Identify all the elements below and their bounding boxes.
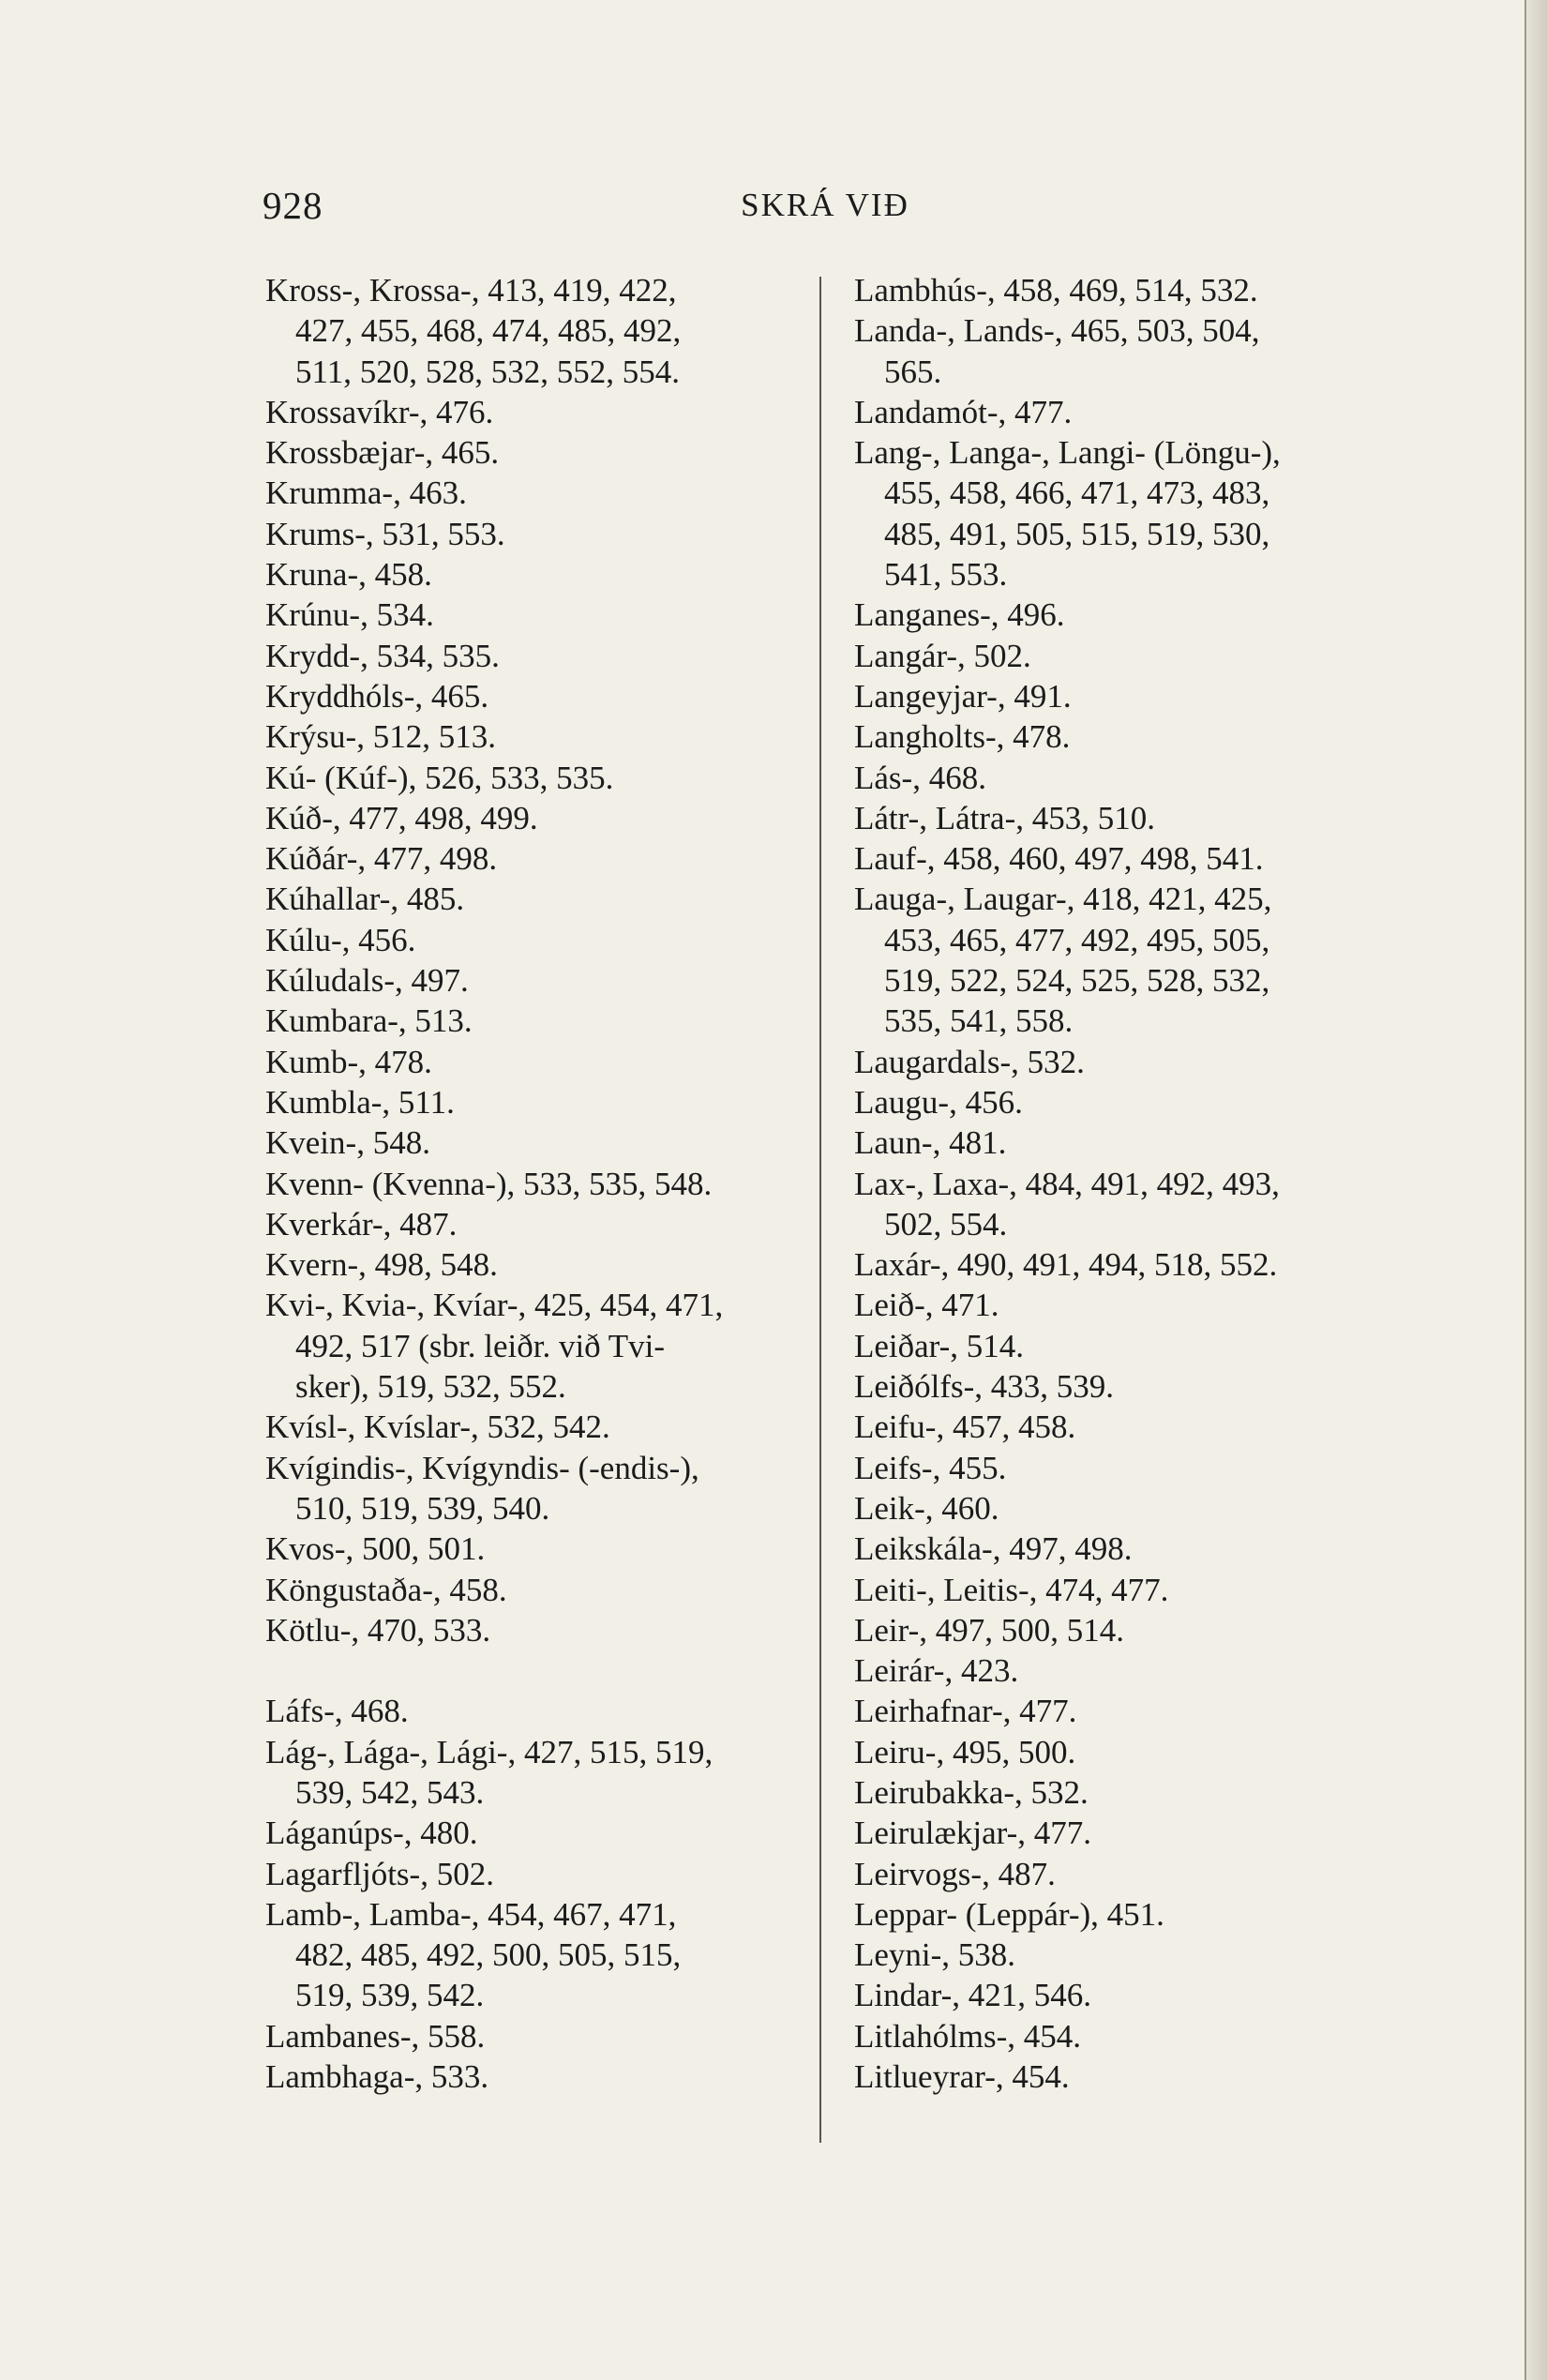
index-entry: Landa-, Lands-, 465, 503, 504, xyxy=(854,312,1260,350)
index-entry: Lambhaga-, 533. xyxy=(265,2058,489,2096)
index-entry: Kúludals-, 497. xyxy=(265,962,469,1000)
index-entry: Lauga-, Laugar-, 418, 421, 425, xyxy=(854,881,1272,918)
index-entry: Leirár-, 423. xyxy=(854,1652,1019,1690)
index-entry: Látr-, Látra-, 453, 510. xyxy=(854,799,1155,836)
index-entry-continuation: 502, 554. xyxy=(884,1205,1008,1243)
index-entry: Kverkár-, 487. xyxy=(265,1205,458,1243)
index-entry: Leið-, 471. xyxy=(854,1287,999,1324)
index-entry: Kvein-, 548. xyxy=(265,1124,430,1162)
index-entry: Leik-, 460. xyxy=(854,1489,999,1527)
index-entry: Lauf-, 458, 460, 497, 498, 541. xyxy=(854,840,1264,878)
index-entry: Krossavíkr-, 476. xyxy=(265,393,494,430)
index-entry: Lamb-, Lamba-, 454, 467, 471, xyxy=(265,1895,677,1933)
index-entry: Leiti-, Leitis-, 474, 477. xyxy=(854,1571,1169,1608)
index-entry: Köngustaða-, 458. xyxy=(265,1571,507,1608)
section-gap xyxy=(265,1650,809,1691)
index-entry-continuation: 535, 541, 558. xyxy=(884,1002,1074,1040)
index-entry: Leirubakka-, 532. xyxy=(854,1773,1089,1811)
index-entry: Kúðár-, 477, 498. xyxy=(265,840,498,878)
index-entry: Kvenn- (Kvenna-), 533, 535, 548. xyxy=(265,1165,713,1202)
index-entry: Langholts-, 478. xyxy=(854,718,1071,756)
index-entry: Kumbara-, 513. xyxy=(265,1002,473,1040)
index-entry-continuation: 519, 522, 524, 525, 528, 532, xyxy=(884,962,1270,1000)
index-entry: Laun-, 481. xyxy=(854,1124,1007,1162)
index-entry: Kúð-, 477, 498, 499. xyxy=(265,799,538,836)
index-entry: Kvígindis-, Kvígyndis- (-endis-), xyxy=(265,1449,699,1486)
index-entry: Leikskála-, 497, 498. xyxy=(854,1530,1133,1568)
index-entry: Langár-, 502. xyxy=(854,637,1031,674)
index-entry: Krumma-, 463. xyxy=(265,474,467,512)
index-entry: Kumbla-, 511. xyxy=(265,1083,455,1121)
index-entry: Leiru-, 495, 500. xyxy=(854,1733,1076,1770)
index-entry: Leifs-, 455. xyxy=(854,1449,1007,1486)
index-entry-continuation: 453, 465, 477, 492, 495, 505, xyxy=(884,921,1270,958)
page-edge xyxy=(1524,0,1547,2380)
index-entry-continuation: 565. xyxy=(884,353,942,390)
index-entry-continuation: 427, 455, 468, 474, 485, 492, xyxy=(295,312,682,350)
index-entry: Litlueyrar-, 454. xyxy=(854,2058,1070,2096)
index-entry: Laugu-, 456. xyxy=(854,1083,1023,1121)
index-entry: Leirulækjar-, 477. xyxy=(854,1815,1091,1852)
index-entry: Lás-, 468. xyxy=(854,759,986,796)
index-entry: Kvi-, Kvia-, Kvíar-, 425, 454, 471, xyxy=(265,1287,724,1324)
index-entry: Leppar- (Leppár-), 451. xyxy=(854,1895,1164,1933)
index-entry: Leir-, 497, 500, 514. xyxy=(854,1611,1124,1649)
index-entry: Kvern-, 498, 548. xyxy=(265,1246,498,1284)
index-entry: Laxár-, 490, 491, 494, 518, 552. xyxy=(854,1246,1278,1284)
index-entry: Kú- (Kúf-), 526, 533, 535. xyxy=(265,759,614,796)
index-entry: Laugardals-, 532. xyxy=(854,1043,1085,1080)
index-entry: Láganúps-, 480. xyxy=(265,1815,478,1852)
index-entry: Lax-, Laxa-, 484, 491, 492, 493, xyxy=(854,1165,1280,1202)
index-entry: Litlahólms-, 454. xyxy=(854,2017,1082,2055)
index-entry: Kross-, Krossa-, 413, 419, 422, xyxy=(265,272,677,309)
index-entry: Lang-, Langa-, Langi- (Löngu-), xyxy=(854,434,1281,472)
index-entry: Krýsu-, 512, 513. xyxy=(265,718,496,756)
page-number: 928 xyxy=(263,184,323,227)
index-entry-continuation: sker), 519, 532, 552. xyxy=(295,1368,566,1406)
index-entry: Kvísl-, Kvíslar-, 532, 542. xyxy=(265,1408,610,1446)
index-entry-continuation: 511, 520, 528, 532, 552, 554. xyxy=(295,353,680,390)
index-entry-continuation: 492, 517 (sbr. leiðr. við Tvi- xyxy=(295,1327,666,1364)
index-entry: Langeyjar-, 491. xyxy=(854,677,1072,715)
index-column-right xyxy=(854,270,1398,2097)
index-entry: Kúhallar-, 485. xyxy=(265,881,465,918)
index-entry: Láfs-, 468. xyxy=(265,1693,409,1730)
index-entry: Kvos-, 500, 501. xyxy=(265,1530,486,1568)
running-head: SKRÁ VIÐ xyxy=(741,187,909,223)
column-divider xyxy=(819,277,821,2143)
index-entry: Kötlu-, 470, 533. xyxy=(265,1611,491,1649)
index-entry-continuation: 510, 519, 539, 540. xyxy=(295,1489,550,1527)
index-entry: Leiðar-, 514. xyxy=(854,1327,1025,1364)
index-entry: Kruna-, 458. xyxy=(265,556,432,594)
index-entry: Leiðólfs-, 433, 539. xyxy=(854,1368,1115,1406)
index-column-left xyxy=(265,270,809,2097)
index-entry-continuation: 519, 539, 542. xyxy=(295,1977,485,2014)
index-entry: Krúnu-, 534. xyxy=(265,596,434,634)
index-entry-continuation: 485, 491, 505, 515, 519, 530, xyxy=(884,515,1270,552)
index-entry: Lambanes-, 558. xyxy=(265,2017,486,2055)
index-entry: Leirvogs-, 487. xyxy=(854,1855,1056,1892)
index-entry: Lambhús-, 458, 469, 514, 532. xyxy=(854,272,1258,309)
index-entry: Leifu-, 457, 458. xyxy=(854,1408,1076,1446)
index-entry: Lagarfljóts-, 502. xyxy=(265,1855,494,1892)
index-entry: Krossbæjar-, 465. xyxy=(265,434,500,472)
index-entry-continuation: 539, 542, 543. xyxy=(295,1773,485,1811)
index-entry: Kúlu-, 456. xyxy=(265,921,416,958)
index-entry: Kumb-, 478. xyxy=(265,1043,432,1080)
index-entry: Kryddhóls-, 465. xyxy=(265,677,489,715)
index-entry: Lindar-, 421, 546. xyxy=(854,1977,1091,2014)
index-entry: Lág-, Lága-, Lági-, 427, 515, 519, xyxy=(265,1733,713,1770)
index-entry: Leirhafnar-, 477. xyxy=(854,1693,1077,1730)
index-entry-continuation: 482, 485, 492, 500, 505, 515, xyxy=(295,1936,682,1974)
index-entry-continuation: 541, 553. xyxy=(884,556,1008,594)
index-entry: Krydd-, 534, 535. xyxy=(265,637,500,674)
index-entry: Krums-, 531, 553. xyxy=(265,515,505,552)
index-entry: Landamót-, 477. xyxy=(854,393,1073,430)
index-entry-continuation: 455, 458, 466, 471, 473, 483, xyxy=(884,474,1270,512)
index-entry: Leyni-, 538. xyxy=(854,1936,1016,1974)
index-entry: Langanes-, 496. xyxy=(854,596,1065,634)
